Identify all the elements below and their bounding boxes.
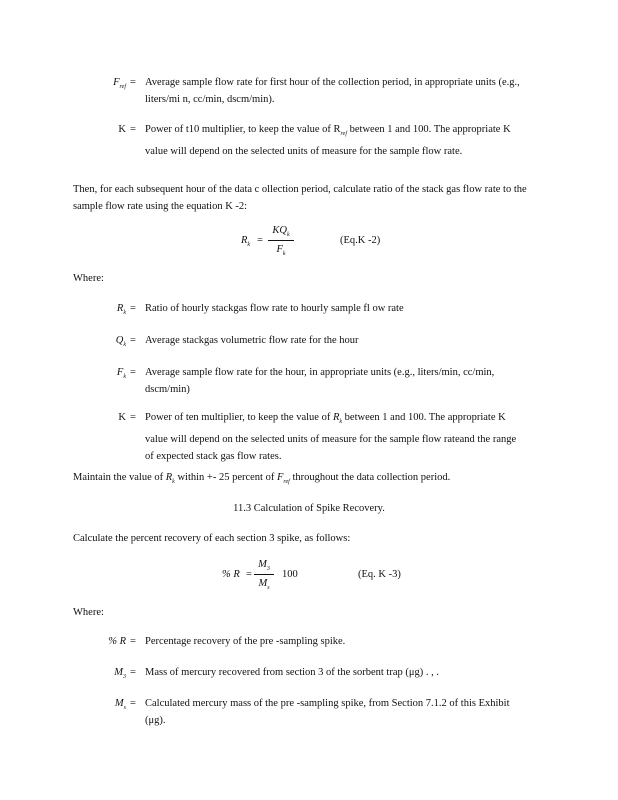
eq3-denominator: $M_s$ (258, 578, 270, 592)
term-k: K (118, 412, 126, 423)
eq3-lhs: % R (222, 569, 240, 580)
term-r-k: $R_k$ (116, 303, 126, 317)
def-k-second: Power of ten multiplier, to keep the value of $R_k$ between 1 and 100. The appropriate K value will depend on the selected units of measure for the sample flow rateand the range of expected stack gas flow rates. (145, 412, 517, 463)
equals-sign: = (130, 77, 136, 88)
eq2-numerator: $KQ_k$ (272, 225, 290, 239)
equals-sign: = (130, 698, 136, 709)
def-f-k: Average sample flow rate for the hour, in appropriate units (e.g., liters/min, cc/min, dscm/min) (145, 367, 495, 395)
eq2-label: (Eq.K -2) (340, 235, 381, 246)
eq3-factor: 100 (282, 569, 298, 580)
term-f-ref: $F_{ref}$ (113, 77, 126, 91)
equals-sign: = (130, 335, 136, 346)
eq3-numerator: $M_3$ (258, 559, 270, 573)
where-label: Where: (73, 607, 104, 618)
term-m-3: $M_3$ (114, 667, 126, 681)
def-f-ref: Average sample flow rate for first hour of the collection period, in appropriate units (e.g., liters/mi n, cc/min, dscm/min). (145, 77, 520, 105)
equals-sign: = (130, 636, 136, 647)
term-f-k: $F_k$ (116, 367, 126, 381)
calculate-paragraph: Calculate the percent recovery of each section 3 spike, as follows: (73, 533, 351, 544)
def-k-first: Power of t10 multiplier, to keep the value of $R_{ref}$ between 1 and 100. The appropriate K value will depend on the selected units of measure for the sample flow rate. (145, 124, 511, 158)
def-percent-r: Percentage recovery of the pre -sampling spike. (145, 636, 346, 647)
eq3-label: (Eq. K -3) (358, 569, 401, 580)
term-percent-r: % R (108, 636, 126, 647)
def-m-s: Calculated mercury mass of the pre -sampling spike, from Section 7.1.2 of this Exhibit (μg). (145, 698, 510, 726)
then-paragraph: Then, for each subsequent hour of the data c ollection period, calculate ratio of the stack gas flow rate to the sample flow rate using the equation K -2: (73, 184, 527, 212)
equals-sign: = (130, 367, 136, 378)
equals-sign: = (130, 303, 136, 314)
equals-sign: = (246, 569, 252, 580)
maintain-paragraph: Maintain the value of $R_k$ within +- 25 percent of $F_{ref}$ throughout the data collection period. (73, 472, 451, 486)
term-k: K (118, 124, 126, 135)
equals-sign: = (130, 667, 136, 678)
where-label: Where: (73, 273, 104, 284)
eq2-denominator: $F_k$ (276, 244, 286, 258)
equals-sign: = (130, 412, 136, 423)
equals-sign: = (130, 124, 136, 135)
eq2-lhs: $R_k$ (241, 235, 251, 249)
section-heading: 11.3 Calculation of Spike Recovery. (233, 503, 385, 514)
def-q-k: Average stackgas volumetric flow rate for the hour (145, 335, 359, 346)
def-r-k: Ratio of hourly stackgas flow rate to hourly sample fl ow rate (145, 303, 404, 314)
term-q-k: $Q_k$ (115, 335, 126, 349)
equals-sign: = (257, 235, 263, 246)
def-m-3: Mass of mercury recovered from section 3 of the sorbent trap (μg) . , . (145, 667, 439, 678)
term-m-s: $M_s$ (114, 698, 126, 712)
